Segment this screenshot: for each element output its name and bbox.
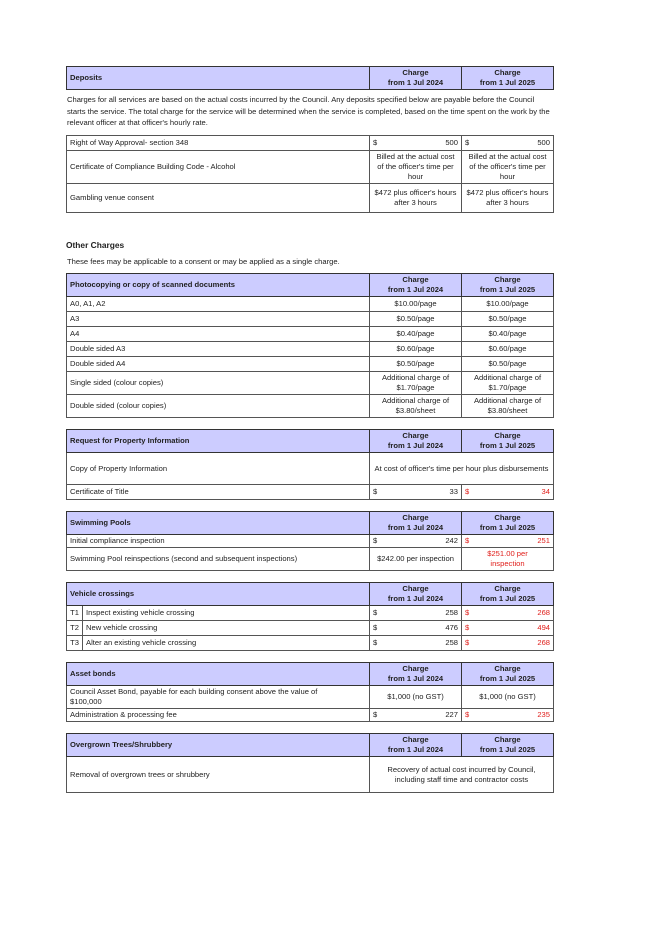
amount-2025: $472 plus officer's hours after 3 hours [462, 183, 554, 212]
row-label: A3 [67, 312, 370, 327]
row-code: T3 [67, 636, 83, 651]
amount-2024: Additional charge of $3.80/sheet [370, 395, 462, 418]
amount-2024: $0.50/page [370, 357, 462, 372]
row-label: Single sided (colour copies) [67, 372, 370, 395]
amount-2025: $251.00 per inspection [462, 548, 554, 571]
amount-2025: $0.60/page [462, 342, 554, 357]
amount-2024: $ 227 [370, 709, 462, 722]
row-label: A0, A1, A2 [67, 297, 370, 312]
col-2024-header: Charge from 1 Jul 2024 [370, 67, 462, 90]
row-label: Double sided A3 [67, 342, 370, 357]
col-2025-header: Charge from 1 Jul 2025 [462, 430, 554, 453]
row-label: Certificate of Compliance Building Code - Alcohol [67, 150, 370, 183]
col-2025-header: Charge from 1 Jul 2025 [462, 663, 554, 686]
col-2024-header: Charge from 1 Jul 2024 [370, 583, 462, 606]
table-row [67, 150, 554, 183]
col-2025-header: Charge from 1 Jul 2025 [462, 734, 554, 757]
table-row [67, 395, 554, 418]
amount-2025: $0.50/page [462, 312, 554, 327]
asset-bonds-table [66, 662, 554, 722]
row-label: New vehicle crossing [83, 621, 370, 636]
col-2024-header: Charge from 1 Jul 2024 [370, 512, 462, 535]
amount-2024: $ 258 [370, 636, 462, 651]
row-label: Swimming Pool reinspections (second and subsequent inspections) [67, 548, 370, 571]
table-row [67, 621, 554, 636]
amount-2025: Additional charge of $3.80/sheet [462, 395, 554, 418]
fees-document [66, 66, 553, 793]
row-label: Copy of Property Information [67, 453, 370, 485]
merged-amount: Recovery of actual cost incurred by Council, including staff time and contractor costs [370, 757, 554, 793]
deposits-table [66, 135, 554, 213]
amount-2024: $ 258 [370, 606, 462, 621]
table-row [67, 453, 554, 485]
amount-2024: $ 476 [370, 621, 462, 636]
table-row [67, 327, 554, 342]
amount-2024: $1,000 (no GST) [370, 686, 462, 709]
property-info-title: Request for Property Information [67, 430, 370, 453]
amount-2025: $0.50/page [462, 357, 554, 372]
table-row [67, 757, 554, 793]
merged-amount: At cost of officer's time per hour plus disbursements [370, 453, 554, 485]
amount-2025: Additional charge of $1.70/page [462, 372, 554, 395]
row-label: Council Asset Bond, payable for each building consent above the value of $100,000 [67, 686, 370, 709]
amount-2024: Additional charge of $1.70/page [370, 372, 462, 395]
deposits-title: Deposits [67, 67, 370, 90]
table-row [67, 372, 554, 395]
asset-bonds-title: Asset bonds [67, 663, 370, 686]
amount-2025: $ 235 [462, 709, 554, 722]
amount-2025: $ 251 [462, 535, 554, 548]
table-row [67, 342, 554, 357]
amount-2024: $0.50/page [370, 312, 462, 327]
table-row [67, 357, 554, 372]
other-charges-description: These fees may be applicable to a consent or may be applied as a single charge. [67, 256, 340, 266]
amount-2025: $ 268 [462, 606, 554, 621]
row-label: Inspect existing vehicle crossing [83, 606, 370, 621]
property-info-table [66, 429, 554, 500]
row-label: Administration & processing fee [67, 709, 370, 722]
row-code: T2 [67, 621, 83, 636]
table-row [67, 297, 554, 312]
row-label: Right of Way Approval- section 348 [67, 135, 370, 150]
amount-2024: Billed at the actual cost of the officer's time per hour [370, 150, 462, 183]
row-label: Gambling venue consent [67, 183, 370, 212]
col-2024-header: Charge from 1 Jul 2024 [370, 663, 462, 686]
table-row [67, 135, 554, 150]
table-row [67, 548, 554, 571]
amount-2024: $ 33 [370, 485, 462, 500]
amount-2025: Billed at the actual cost of the officer's time per hour [462, 150, 554, 183]
table-row [67, 709, 554, 722]
amount-2025: $0.40/page [462, 327, 554, 342]
amount-2025: $10.00/page [462, 297, 554, 312]
amount-2024: $0.60/page [370, 342, 462, 357]
col-2024-header: Charge from 1 Jul 2024 [370, 430, 462, 453]
row-label: Alter an existing vehicle crossing [83, 636, 370, 651]
table-row [67, 686, 554, 709]
photocopying-title: Photocopying or copy of scanned documents [67, 274, 370, 297]
overgrown-title: Overgrown Trees/Shrubbery [67, 734, 370, 757]
table-row [67, 485, 554, 500]
other-charges-title: Other Charges [66, 239, 125, 250]
amount-2024: $472 plus officer's hours after 3 hours [370, 183, 462, 212]
col-2024-header: Charge from 1 Jul 2024 [370, 274, 462, 297]
table-row [67, 535, 554, 548]
row-label: Double sided (colour copies) [67, 395, 370, 418]
amount-2024: $ 500 [370, 135, 462, 150]
amount-2025: $1,000 (no GST) [462, 686, 554, 709]
table-row [67, 636, 554, 651]
amount-2024: $ 242 [370, 535, 462, 548]
amount-2024: $0.40/page [370, 327, 462, 342]
col-2025-header: Charge from 1 Jul 2025 [462, 67, 554, 90]
swimming-pools-table [66, 511, 554, 571]
vehicle-crossings-title: Vehicle crossings [67, 583, 370, 606]
overgrown-table [66, 733, 554, 793]
row-label: Certificate of Title [67, 485, 370, 500]
amount-2025: $ 494 [462, 621, 554, 636]
row-code: T1 [67, 606, 83, 621]
swimming-pools-title: Swimming Pools [67, 512, 370, 535]
col-2024-header: Charge from 1 Jul 2024 [370, 734, 462, 757]
table-row [67, 183, 554, 212]
col-2025-header: Charge from 1 Jul 2025 [462, 583, 554, 606]
row-label: Initial compliance inspection [67, 535, 370, 548]
amount-2025: $ 34 [462, 485, 554, 500]
table-row [67, 606, 554, 621]
row-label: Double sided A4 [67, 357, 370, 372]
col-2025-header: Charge from 1 Jul 2025 [462, 274, 554, 297]
amount-2025: $ 268 [462, 636, 554, 651]
amount-2024: $242.00 per inspection [370, 548, 462, 571]
row-label: Removal of overgrown trees or shrubbery [67, 757, 370, 793]
row-label: A4 [67, 327, 370, 342]
photocopying-table [66, 273, 554, 418]
deposits-description: Charges for all services are based on the actual costs incurred by the Council. Any deposits specified below are payable before the Council starts the service. The total charge for the service will be determined when the service is completed, based on the time spent on the work by the relevant officer at that officer's hourly rate. [67, 95, 550, 127]
table-row [67, 312, 554, 327]
amount-2025: $ 500 [462, 135, 554, 150]
col-2025-header: Charge from 1 Jul 2025 [462, 512, 554, 535]
amount-2024: $10.00/page [370, 297, 462, 312]
vehicle-crossings-table [66, 582, 554, 651]
deposits-header-table [66, 66, 554, 90]
